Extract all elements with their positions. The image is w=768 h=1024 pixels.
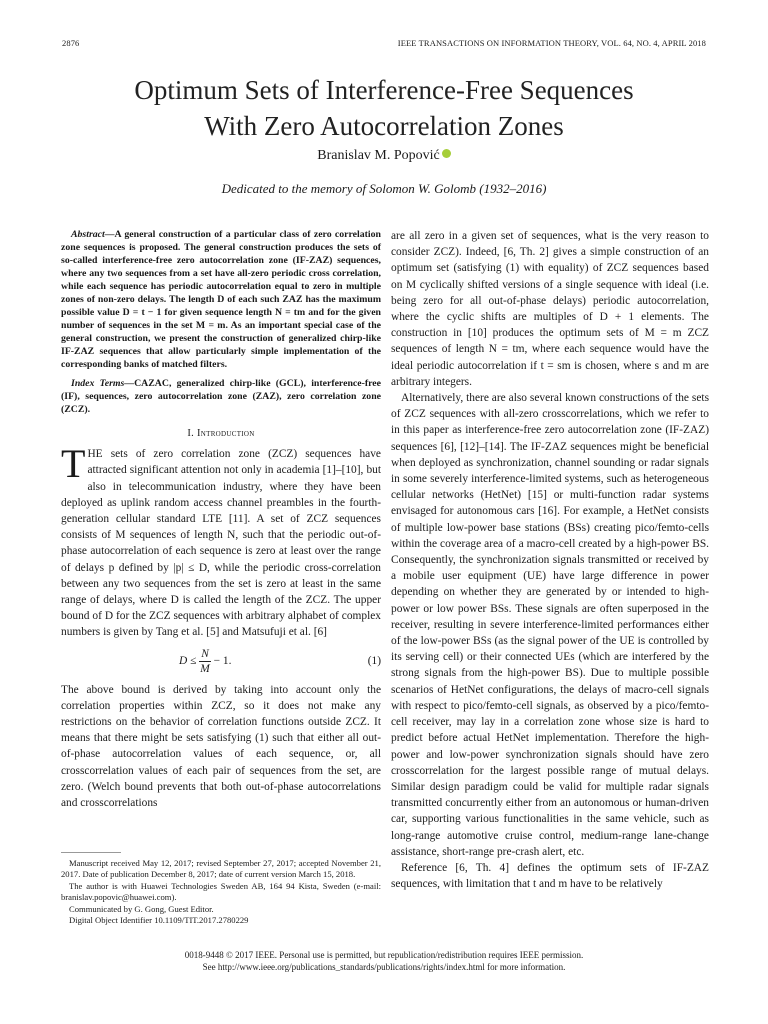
paper-title [0, 72, 768, 144]
equation-numerator: N [201, 647, 209, 660]
copyright-line-1: 0018-9448 © 2017 IEEE. Personal use is permitted, but republication/redistribution requires IEEE permission. [184, 950, 584, 960]
right-paragraph-3: Reference [6, Th. 4] defines the optimum sets of IF-ZAZ sequences, with limitation that t and m have to be relatively [391, 861, 709, 891]
equation-rhs: − 1. [213, 654, 232, 667]
page-number: 2876 [62, 38, 80, 48]
left-column [61, 228, 381, 811]
abstract [61, 228, 381, 371]
author-name: Branislav M. Popović [317, 148, 440, 163]
title-line-1: Optimum Sets of Interference-Free Sequences [134, 75, 634, 105]
journal-header: IEEE TRANSACTIONS ON INFORMATION THEORY, VOL. 64, NO. 4, APRIL 2018 [397, 38, 706, 48]
footnote-doi: Digital Object Identifier 10.1109/TIT.2017.2780229 [69, 915, 249, 926]
footnote-communicated: Communicated by G. Gong, Guest Editor. [69, 903, 214, 914]
orcid-icon[interactable] [442, 149, 451, 158]
footnote-affiliation: The author is with Huawei Technologies Sweden AB, 164 94 Kista, Sweden (e-mail: branislav.popovic@huawei.com). [61, 880, 381, 903]
intro-paragraph-2: The above bound is derived by taking into account only the correlation properties within ZCZ, so it does not make any restrictions on the behavior of correlation functions outside ZCZ. It means that there might be sets satisfying (1) such that either all out-of-phase autocorrelation values of each sequence, or, all crosscorrelation values of each pair of sequences from the set, are zero. (Welch bound prevents that both out-of-phase autocorrelations and crosscorrelations [61, 683, 381, 810]
copyright-line-2[interactable]: See http://www.ieee.org/publications_standards/publications/rights/index.html for more information. [202, 962, 566, 972]
footnote-rule [61, 852, 121, 853]
footnote-manuscript: Manuscript received May 12, 2017; revised September 27, 2017; accepted November 21, 2017. Date of publication December 8, 2017; date of current version March 15, 2018. [61, 858, 381, 880]
abstract-label: Abstract— [71, 229, 115, 240]
intro-paragraph-1 [61, 441, 381, 640]
index-terms-text: CAZAC, generalized chirp-like (GCL), interference-free (IF), sequences, zero autocorrelation zone (ZAZ), zero correlation zone (ZCZ). [61, 378, 381, 415]
copyright-notice [0, 949, 768, 973]
footnotes [61, 858, 381, 926]
index-terms [61, 377, 381, 416]
abstract-text: A general construction of a particular class of zero correlation zone sequences is proposed. The general construction produces the sets of so-called interference-free zero autocorrelation zone (IF-ZAZ) sequences, where any two sequences from a set have all-zero periodic cross correlation, while each sequence has periodic autocorrelation equal to zero in multiple zones of non-zero delays. The length D of each such ZAZ has the maximum possible value D = t − 1 for given sequence length N = tm and for the given number of sequences in the set M = m. As an important special case of the general construction, we present the construction of generalized chirp-like IF-ZAZ sequences that allow particularly simple implementation of the corresponding banks of matched filters. [61, 229, 381, 370]
equation-number: (1) [367, 655, 381, 668]
title-line-2: With Zero Autocorrelation Zones [204, 111, 564, 141]
dedication: Dedicated to the memory of Solomon W. Golomb (1932–2016) [221, 181, 547, 196]
equation-fraction [199, 647, 211, 676]
right-paragraph-1: are all zero in a given set of sequences, what is the very reason to consider ZCZ). Indeed, [6, Th. 2] gives a simple construction of an optimum set (satisfying (1) with equality) of ZCZ sequences based on M cyclically shifted versions of a single sequence with ideal (i.e. being zero for all out-of-phase delays) periodic autocorrelation, where the cyclic shifts are multiples of D + 1 elements. The construction in [10] produces the optimum sets of M = m ZCZ sequences of length N = tm, where each sequence would have the ideal periodic autocorrelation if t = sm is chosen, where s and m are arbitrary integers. [391, 230, 709, 388]
section-heading: I. Introduction [187, 428, 255, 439]
equation-body [179, 647, 231, 676]
equation-lhs: D ≤ [179, 654, 197, 667]
equation-1 [61, 647, 381, 676]
drop-cap: T [61, 441, 86, 487]
index-terms-label: Index Terms— [71, 378, 135, 389]
equation-denominator: M [200, 662, 210, 675]
author [0, 148, 768, 164]
intro-paragraph-1-text: HE sets of zero correlation zone (ZCZ) sequences have attracted significant attention not only in academia [1]–[10], but also in telecommunication industry, where they have been deployed as uplink random access channel preambles in the fourth-generation cellular standard LTE [11]. A set of ZCZ sequences consists of M sequences of length N, such that the periodic out-of-phase autocorrelation of each sequence is zero at least over the range of delays p defined by |p| ≤ D, while the periodic cross-correlation between any two sequences from the set is zero at least in the same range of delays, where D is called the length of the ZCZ. The upper bound of D for the ZCZ sequences with arbitrary alphabet of complex numbers is given by Tang et al. [5] and Matsufuji et al. [6] [61, 448, 381, 639]
right-column [391, 228, 709, 892]
right-paragraph-2: Alternatively, there are also several known constructions of the sets of ZCZ sequences with all-zero crosscorrelations, which we refer to in this paper as interference-free zero autocorrelation zone (IF-ZAZ) sequences [6], [12]–[14]. The IF-ZAZ sequences might be beneficial when deployed as synchronization, channel sounding or radar signals in some severely interference-limited systems, such as heterogeneous cellular networks (HetNet) [15] or multi-function radar systems envisaged for autonomous cars [16]. For example, a HetNet consists of multiple low-power base stations (BSs) creating pico/femto-cells within the coverage area of a macro-cell created by a high-power BS. Consequently, the synchronization signals transmitted or received by a mobile user equipment (UE) have large difference in power depending on whether they are generated by or intended to high-power or low power BSs. These signals are often superposed in the receiver, resulting in severe interference-limited performances either of the low-power BSs (as the signal power of the UE is controlled by its serving cell) or their connected UEs (which are interfered by the strong signals from the high-power BS). Due to multiple possible scenarios of HetNet configurations, the delays of macro-cell signals with respect to pico/femto-cell signals, as observed by a pico/femto-cell receiver, may lay in a correlation zone whose size is hard to predict before actual HetNet implementation. Therefore the high-power and low-power synchronization signals should have zero crosscorrelation for the largest possible range of mutual delays. Similar design paradigm could be valid for multiple radar signals transmitted concurrently either from an autonomous or human-driven car, supporting various functionalities in the same vehicle, such as long-range automotive cruise control, medium-range lane-change assistance, short-range pre-crash alert, etc. [391, 392, 709, 858]
